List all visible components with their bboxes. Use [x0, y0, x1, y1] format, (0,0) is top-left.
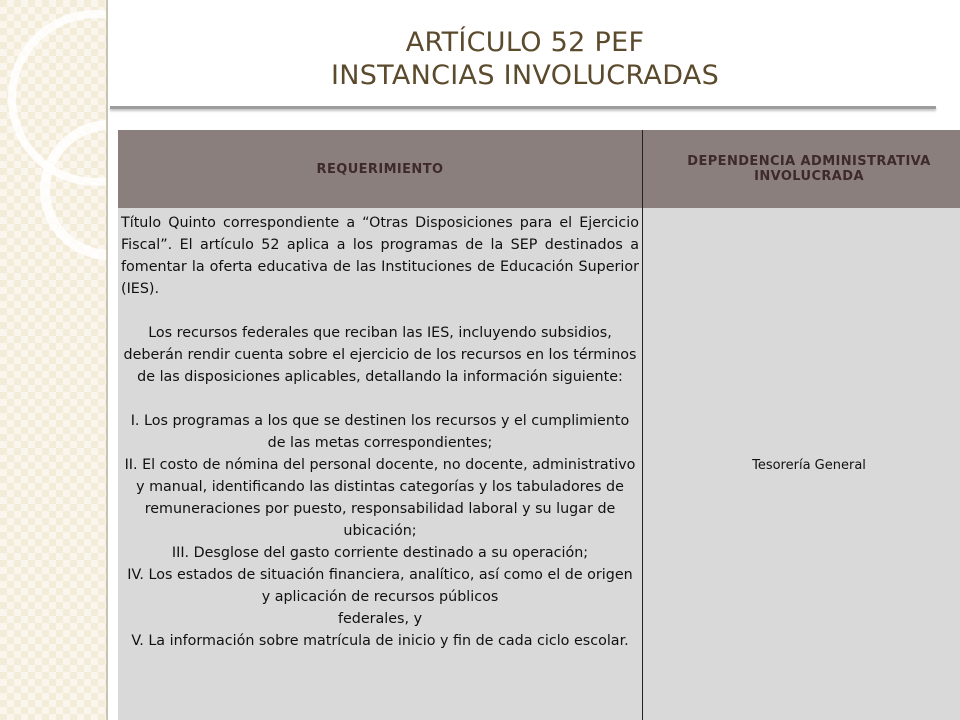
table-row — [118, 208, 960, 720]
requirement-item-3: III. Desglose del gasto corriente destinado a su operación; — [171, 545, 589, 561]
requirement-item-2: II. El costo de nómina del personal docente, no docente, administrativo y manual, identificando las distintas categorías y los tabuladores de remuneraciones por puesto, responsabilidad laboral y su lugar de ubicación; — [124, 457, 636, 539]
slide-title — [110, 26, 940, 92]
requirement-item-1: I. Los programas a los que se destinen los recursos y el cumplimiento de las metas correspondientes; — [130, 413, 630, 451]
title-underline — [110, 106, 936, 109]
requirement-paragraph: Los recursos federales que reciban las IES, incluyendo subsidios, deberán rendir cuenta sobre el ejercicio de los recursos en los términos de las disposiciones aplicables, detallando la información siguiente: — [123, 325, 637, 385]
title-line-2: INSTANCIAS INVOLUCRADAS — [330, 60, 720, 91]
requirements-table — [118, 130, 960, 720]
header-dependency: DEPENDENCIA ADMINISTRATIVA INVOLUCRADA — [643, 130, 960, 208]
decorative-side-pattern — [0, 0, 106, 720]
dependency-cell: Tesorería General — [643, 208, 960, 720]
side-divider — [106, 0, 108, 720]
requirement-cell — [118, 208, 643, 720]
header-requirement: REQUERIMIENTO — [118, 130, 643, 208]
title-line-1: ARTÍCULO 52 PEF — [405, 27, 645, 58]
requirement-item-5: V. La información sobre matrícula de inicio y fin de cada ciclo escolar. — [131, 633, 629, 649]
table-header-row — [118, 130, 960, 208]
requirement-intro: Título Quinto correspondiente a “Otras Disposiciones para el Ejercicio Fiscal”. El artículo 52 aplica a los programas de la SEP destinados a fomentar la oferta educativa de las Instituciones de Educación Superior (IES). — [121, 215, 639, 297]
requirement-item-4-cont: federales, y — [337, 611, 423, 627]
requirement-item-4: IV. Los estados de situación financiera, analítico, así como el de origen y aplicación de recursos públicos — [127, 567, 633, 605]
